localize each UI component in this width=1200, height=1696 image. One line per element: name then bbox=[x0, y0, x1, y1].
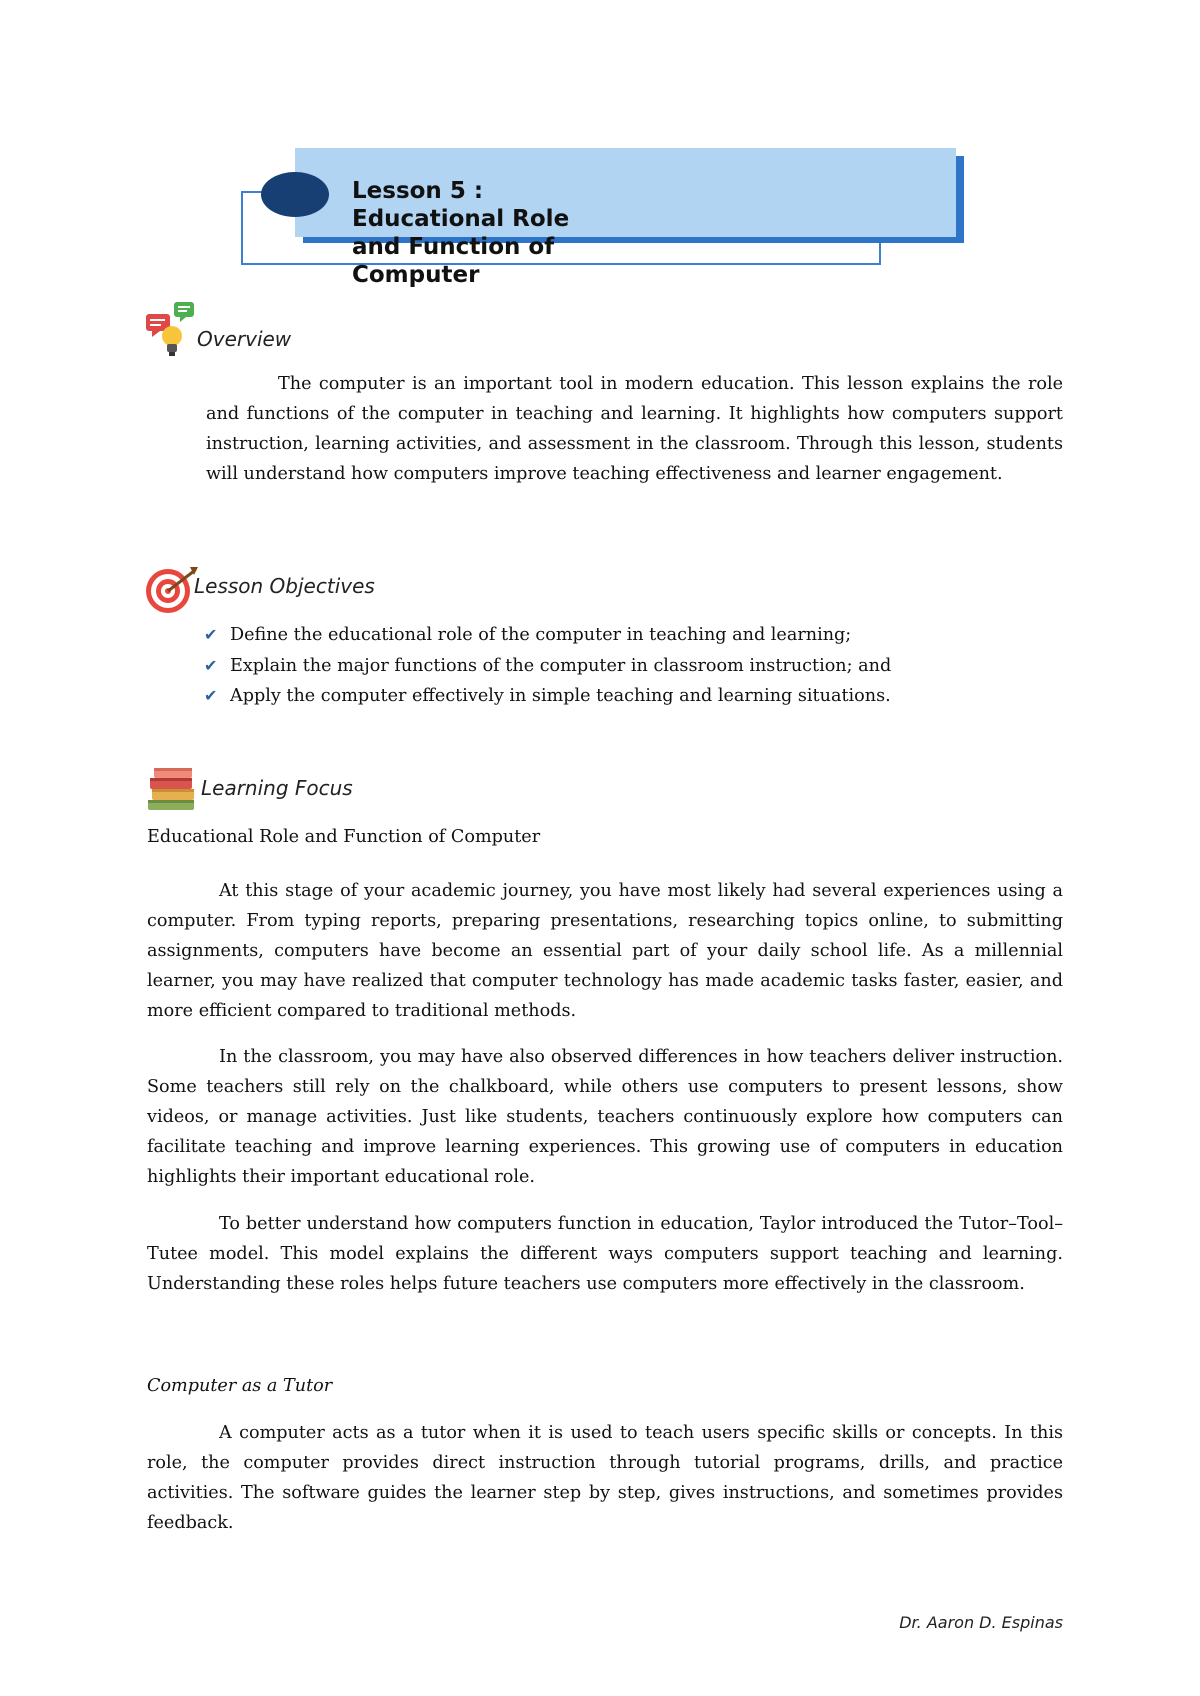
books-icon bbox=[144, 764, 200, 812]
paragraph: At this stage of your academic journey, you have most likely had several experiences using a computer. From typing reports, preparing presentations, researching topics online, to submitting assignments, computers have become an essential part of your daily school life. As a millennial learner, you may have realized that computer technology has made academic tasks faster, easier, and more efficient compared to traditional methods. bbox=[147, 881, 1063, 1021]
checkmark-icon: ✔ bbox=[204, 655, 218, 675]
list-item bbox=[204, 620, 891, 651]
overview-text: The computer is an important tool in modern education. This lesson explains the role and functions of the computer in teaching and learning. It highlights how computers support instruction, learning activities, and assessment in the classroom. Through this lesson, students will understand how computers improve teaching effectiveness and learner engagement. bbox=[206, 374, 1063, 484]
objectives-heading: Lesson Objectives bbox=[194, 574, 375, 598]
lesson-title: Lesson 5 : Educational Role and Function of Computer bbox=[352, 178, 570, 288]
tutor-text: A computer acts as a tutor when it is used to teach users specific skills or concepts. In this role, the computer provides direct instruction through tutorial programs, drills, and practice activities. The software guides the learner step by step, gives instructions, and sometimes provides feedback. bbox=[147, 1423, 1063, 1533]
checkmark-icon: ✔ bbox=[204, 625, 218, 644]
lightbulb-chat-icon bbox=[144, 300, 200, 362]
checkmark-icon: ✔ bbox=[204, 686, 218, 705]
footer-author: Dr. Aaron D. Espinas bbox=[899, 1613, 1063, 1632]
tutor-heading: Computer as a Tutor bbox=[147, 1376, 333, 1396]
objective-text: Define the educational role of the computer in teaching and learning; bbox=[230, 625, 852, 645]
list-item bbox=[204, 681, 891, 712]
objective-text: Explain the major functions of the computer in classroom instruction; and bbox=[230, 655, 892, 676]
learning-focus-heading: Learning Focus bbox=[201, 776, 353, 800]
objective-text: Apply the computer effectively in simple teaching and learning situations. bbox=[230, 686, 891, 706]
target-icon bbox=[144, 565, 200, 615]
banner-oval bbox=[261, 172, 329, 217]
learning-focus-subtitle: Educational Role and Function of Computer bbox=[147, 827, 541, 847]
objectives-list bbox=[204, 620, 891, 712]
list-item bbox=[204, 651, 891, 682]
paragraph: In the classroom, you may have also observed differences in how teachers deliver instruction. Some teachers still rely on the chalkboard, while others use computers to present lessons, show videos, or manage activities. Just like students, teachers continuously explore how computers can facilitate teaching and improve learning experiences. This growing use of computers in education highlights their important educational role. bbox=[147, 1047, 1063, 1187]
overview-heading: Overview bbox=[197, 327, 292, 351]
paragraph: To better understand how computers function in education, Taylor introduced the Tutor–Tool–Tutee model. This model explains the different ways computers support teaching and learning. Understanding these roles helps future teachers use computers more effectively in the classroom. bbox=[147, 1214, 1063, 1294]
